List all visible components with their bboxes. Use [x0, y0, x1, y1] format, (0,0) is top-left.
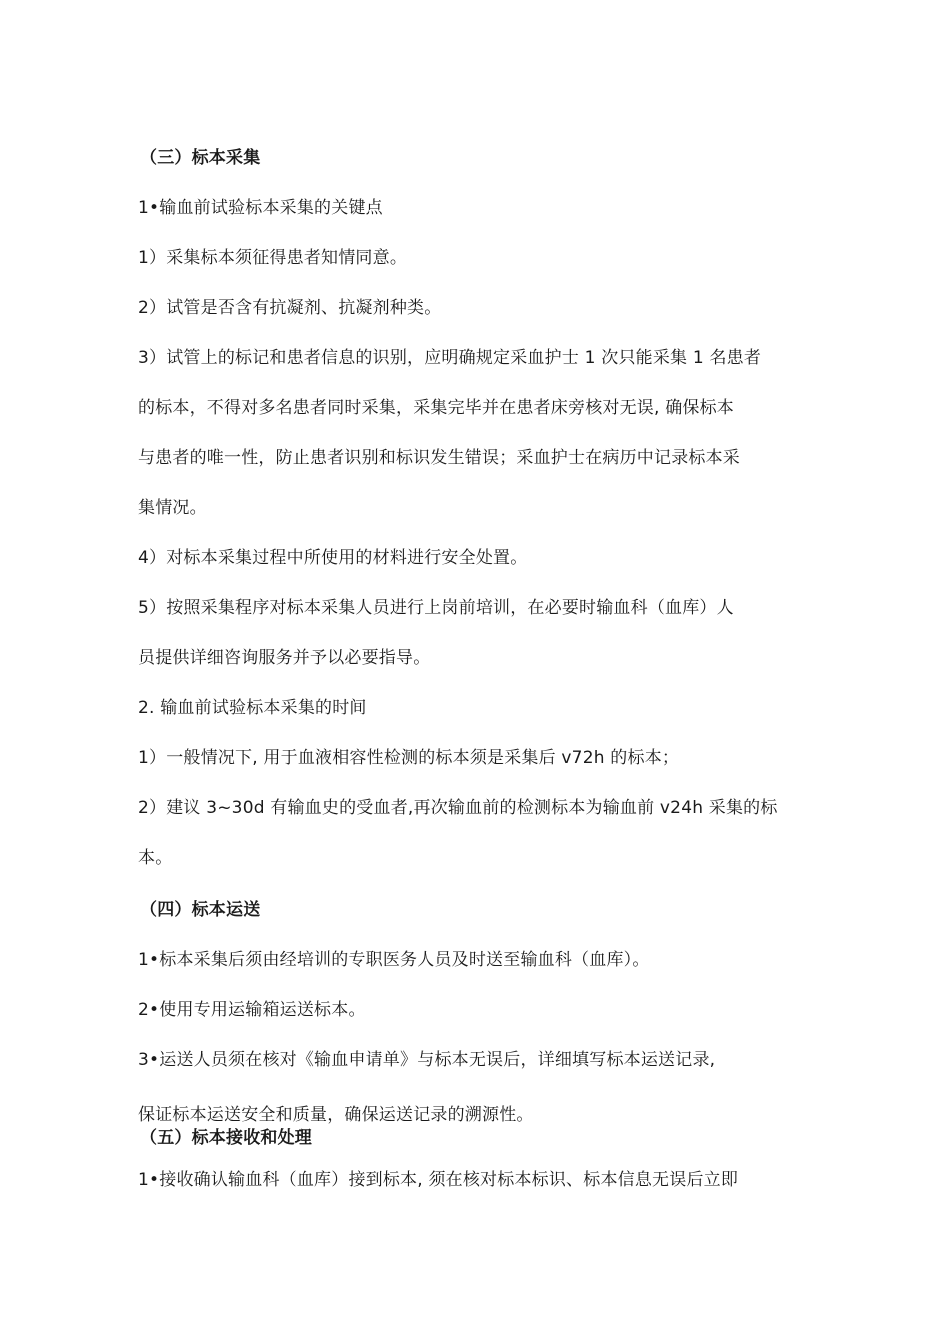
paragraph-24h-line1: 2）建议 3~30d 有输血史的受血者,再次输血前的检测标本为输血前 v24h 采集的标	[138, 798, 778, 818]
item-title-collection-time: 2. 输血前试验标本采集的时间	[138, 698, 367, 718]
paragraph-identification-line1: 3）试管上的标记和患者信息的识别，应明确规定采血护士 1 次只能采集 1 名患者	[138, 348, 762, 368]
section-heading-sample-collection: （三）标本采集	[140, 148, 261, 168]
paragraph-72h: 1）一般情况下, 用于血液相容性检测的标本须是采集后 v72h 的标本；	[138, 748, 680, 768]
section-heading-sample-transport: （四）标本运送	[140, 900, 261, 920]
paragraph-training-line2: 员提供详细咨询服务并予以必要指导。	[138, 648, 431, 668]
paragraph-transport-record-line1: 3•运送人员须在核对《输血申请单》与标本无误后，详细填写标本运送记录,	[138, 1050, 716, 1070]
paragraph-transport-box: 2•使用专用运输箱运送标本。	[138, 1000, 366, 1020]
paragraph-consent: 1）采集标本须征得患者知情同意。	[138, 248, 408, 268]
item-title-collection-keypoints: 1•输血前试验标本采集的关键点	[138, 198, 383, 218]
paragraph-training-line1: 5）按照采集程序对标本采集人员进行上岗前培训，在必要时输血科（血库）人	[138, 598, 734, 618]
paragraph-receipt-line1: 1•接收确认输血科（血库）接到标本, 须在核对标本标识、标本信息无误后立即	[138, 1170, 739, 1190]
section-heading-sample-receipt: （五）标本接收和处理	[140, 1128, 312, 1148]
paragraph-transport-record-line2: 保证标本运送安全和质量，确保运送记录的溯源性。	[138, 1105, 534, 1125]
paragraph-transport-staff: 1•标本采集后须由经培训的专职医务人员及时送至输血科（血库）。	[138, 950, 650, 970]
paragraph-24h-line2: 本。	[138, 848, 173, 868]
paragraph-anticoagulant: 2）试管是否含有抗凝剂、抗凝剂种类。	[138, 298, 442, 318]
paragraph-identification-line3: 与患者的唯一性，防止患者识别和标识发生错误；采血护士在病历中记录标本采	[138, 448, 740, 468]
paragraph-identification-line4: 集情况。	[138, 498, 207, 518]
paragraph-safe-disposal: 4）对标本采集过程中所使用的材料进行安全处置。	[138, 548, 528, 568]
paragraph-identification-line2: 的标本，不得对多名患者同时采集，采集完毕并在患者床旁核对无误, 确保标本	[138, 398, 735, 418]
